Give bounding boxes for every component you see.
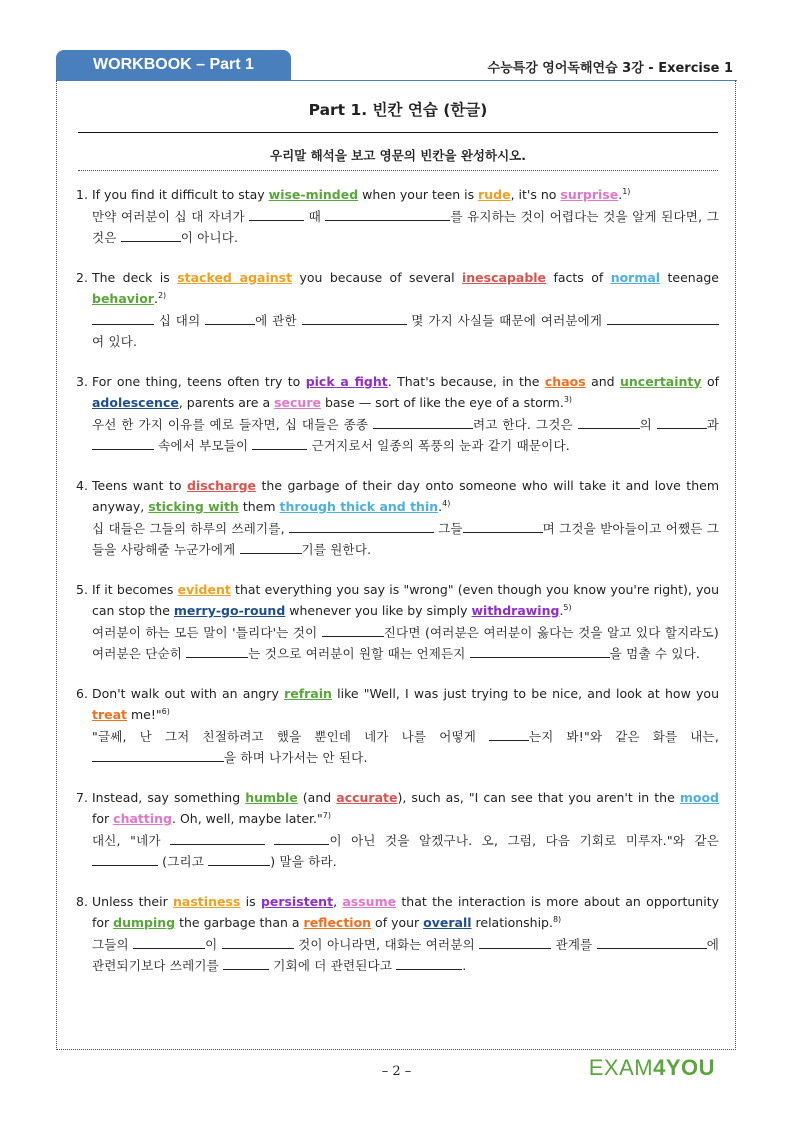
- korean-translation: [92, 830, 719, 873]
- title-rule: [78, 132, 718, 133]
- sentence-text: , parents are a: [178, 395, 275, 410]
- question-item: [76, 371, 719, 457]
- sentence-text: Don't walk out with an angry: [92, 685, 285, 701]
- question-body: [92, 891, 719, 977]
- question-body: [92, 683, 719, 769]
- sentence-text: the garbage of their day onto someone who will take it and love them anyway,: [92, 477, 719, 514]
- question-number: 7.: [76, 789, 88, 805]
- korean-translation: [92, 622, 719, 665]
- answer-blank[interactable]: [489, 727, 529, 741]
- translation-text: (그리고: [158, 854, 209, 869]
- answer-blank[interactable]: [205, 311, 255, 325]
- sentence-text: If you find it difficult to stay: [92, 187, 269, 202]
- sentence-text: relationship.: [471, 915, 553, 930]
- sentence-text: that everything you say is "wrong" (even though you know you're right), you can stop the: [92, 581, 719, 618]
- keyword: secure: [274, 395, 321, 410]
- sentence-text: the garbage than a: [175, 915, 304, 930]
- translation-text: 이 아닌 것을 알겠구나. 오, 그럼, 다음 기회로 미루자."와 같은: [329, 832, 719, 848]
- translation-text: 며 그것을 받아들이고 어쨌든 그들을 사랑해줄 누군가에게: [92, 520, 719, 557]
- keyword: stacked against: [177, 269, 293, 285]
- question-body: [92, 787, 719, 873]
- page-title: Part 1. 빈칸 연습 (한글): [308, 101, 488, 119]
- translation-text: 을 하며 나가서는 안 된다.: [224, 750, 368, 765]
- workbook-tab: WORKBOOK – Part 1: [56, 50, 291, 80]
- keyword: assume: [342, 893, 397, 909]
- translation-text: 진다면 (여러분은 여러분이 옳다는 것을 알고 있다 할지라도) 여러분은 단순히: [92, 624, 719, 661]
- sentence-text: (and: [297, 789, 337, 805]
- answer-blank[interactable]: [289, 519, 434, 533]
- answer-blank[interactable]: [396, 956, 462, 970]
- keyword: nastiness: [173, 893, 241, 909]
- translation-text: 이 아니다.: [180, 230, 239, 245]
- sentence-text: and: [585, 373, 620, 389]
- translation-text: 는 것으로 여러분이 원할 때는 언제든지: [248, 646, 470, 661]
- translation-text: 과: [706, 416, 719, 432]
- question-number: 8.: [76, 893, 88, 909]
- answer-blank[interactable]: [578, 415, 640, 429]
- keyword: through thick and thin: [279, 499, 439, 514]
- english-sentence: [92, 184, 719, 206]
- question-number: 6.: [76, 685, 88, 701]
- page-number: – 2 –: [381, 1064, 412, 1079]
- question-number: 1.: [76, 187, 88, 202]
- sentence-text: that the interaction is more about an opportunity for: [92, 893, 719, 930]
- sentence-text: If it becomes: [92, 581, 178, 597]
- sentence-text: , it's no: [510, 187, 561, 202]
- english-sentence: [92, 579, 719, 622]
- translation-text: 여러분이 하는 모든 말이 '틀리다'는 것이: [92, 624, 322, 640]
- keyword: evident: [177, 581, 231, 597]
- sentence-text: Instead, say something: [92, 789, 246, 805]
- translation-text: ) 말을 하라.: [270, 854, 337, 869]
- translation-text: [265, 833, 274, 848]
- translation-text: 기를 원한다.: [301, 542, 372, 557]
- question-body: [92, 267, 719, 353]
- footnote-marker: 3): [563, 394, 573, 404]
- question-body: [92, 579, 719, 665]
- question-item: [76, 787, 719, 873]
- translation-text: 때: [304, 208, 326, 224]
- footnote-marker: 6): [161, 706, 170, 716]
- answer-blank[interactable]: [92, 748, 224, 762]
- keyword: behavior: [92, 291, 154, 306]
- translation-text: 우선 한 가지 이유를 예로 들자면, 십 대들은 종종: [92, 416, 373, 432]
- answer-blank[interactable]: [170, 831, 265, 845]
- korean-translation: [92, 310, 719, 353]
- footnote-marker: 1): [622, 186, 631, 196]
- korean-translation: [92, 726, 719, 769]
- keyword: rude: [478, 187, 511, 202]
- keyword: chatting: [113, 811, 172, 826]
- answer-blank[interactable]: [607, 311, 719, 325]
- keyword: uncertainty: [619, 373, 702, 389]
- sentence-text: .: [559, 603, 564, 618]
- keyword: refrain: [284, 685, 332, 701]
- translation-text: 기회에 더 관련된다고: [269, 958, 397, 973]
- sentence-text: .: [153, 291, 158, 306]
- answer-blank[interactable]: [252, 436, 307, 450]
- question-item: [76, 267, 719, 353]
- keyword: discharge: [187, 477, 257, 493]
- answer-blank[interactable]: [373, 415, 473, 429]
- sentence-text: Unless their: [92, 893, 174, 909]
- sentence-text: . That's because, in the: [387, 373, 545, 389]
- english-sentence: [92, 787, 719, 830]
- translation-text: 의: [639, 416, 657, 432]
- answer-blank[interactable]: [657, 415, 707, 429]
- keyword: inescapable: [462, 269, 547, 285]
- logo-text-exam: EXAM: [588, 1055, 654, 1080]
- translation-text: 는지 봐!"와 같은 화를 내는,: [529, 728, 720, 744]
- keyword: wise-minded: [268, 187, 359, 202]
- footnote-marker: 2): [157, 290, 167, 300]
- sentence-text: ), such as, "I can see that you aren't in the: [397, 789, 680, 805]
- keyword: adolescence: [92, 395, 179, 410]
- footnote-marker: 5): [563, 602, 572, 612]
- sentence-text: .: [438, 499, 443, 514]
- translation-text: 그들의: [92, 936, 134, 952]
- question-item: [76, 475, 719, 561]
- sentence-text: Teens want to: [92, 477, 188, 493]
- keyword: treat: [92, 707, 128, 722]
- footnote-marker: 8): [552, 914, 562, 924]
- question-number: 5.: [76, 581, 88, 597]
- translation-text: 십 대의: [154, 312, 206, 328]
- answer-blank[interactable]: [322, 623, 384, 637]
- translation-text: 십 대들은 그들의 하루의 쓰레기를,: [92, 520, 289, 536]
- translation-text: 여 있다.: [92, 334, 138, 349]
- translation-text: 려고 한다. 그것은: [472, 416, 578, 432]
- answer-blank[interactable]: [240, 540, 302, 554]
- keyword: withdrawing: [471, 603, 560, 618]
- sentence-text: of your: [371, 915, 424, 930]
- answer-blank[interactable]: [222, 935, 294, 949]
- keyword: dumping: [113, 915, 176, 930]
- answer-blank[interactable]: [479, 935, 551, 949]
- keyword: mood: [679, 789, 720, 805]
- answer-blank[interactable]: [92, 436, 154, 450]
- footnote-marker: 4): [442, 498, 451, 508]
- sentence-text: you because of several: [292, 269, 462, 285]
- translation-text: 속에서 부모들이: [154, 438, 253, 453]
- answer-blank[interactable]: [208, 852, 270, 866]
- sentence-text: facts of: [546, 269, 611, 285]
- translation-text: 대신, "네가: [92, 832, 171, 848]
- translation-text: 근거지로서 일종의 폭풍의 눈과 같기 때문이다.: [307, 438, 570, 453]
- question-item: [76, 683, 719, 769]
- sentence-text: . Oh, well, maybe later.": [172, 811, 323, 826]
- keyword: humble: [245, 789, 298, 805]
- keyword: accurate: [336, 789, 398, 805]
- keyword: reflection: [303, 915, 372, 930]
- sentence-text: teenage: [660, 269, 719, 285]
- sentence-text: like "Well, I was just trying to be nice, and look at how you: [331, 685, 719, 701]
- answer-blank[interactable]: [470, 644, 610, 658]
- answer-blank[interactable]: [133, 935, 205, 949]
- translation-text: 에 관한: [255, 312, 302, 328]
- translation-text: 관계를: [551, 936, 597, 952]
- question-number: 4.: [76, 477, 88, 493]
- translation-text: 그들: [433, 520, 463, 536]
- keyword: overall: [423, 915, 472, 930]
- sentence-text: .: [618, 187, 623, 202]
- question-item: [76, 579, 719, 665]
- translation-text: .: [462, 958, 467, 973]
- instruction-text: 우리말 해석을 보고 영문의 빈칸을 완성하시오.: [270, 148, 526, 163]
- sentence-text: is: [240, 893, 261, 909]
- english-sentence: [92, 683, 719, 726]
- answer-blank[interactable]: [597, 935, 707, 949]
- answer-blank[interactable]: [92, 311, 154, 325]
- keyword: merry-go-round: [173, 603, 286, 618]
- translation-text: "글쎄, 난 그저 친절하려고 했을 뿐인데 네가 나를 어떻게: [92, 728, 489, 744]
- translation-text: 몇 가지 사실들 때문에 여러분에게: [406, 312, 607, 328]
- answer-blank[interactable]: [223, 956, 269, 970]
- english-sentence: [92, 267, 719, 310]
- sentence-text: The deck is: [92, 269, 178, 285]
- answer-blank[interactable]: [463, 519, 543, 533]
- answer-blank[interactable]: [325, 207, 450, 221]
- keyword: surprise: [560, 187, 619, 202]
- question-number: 2.: [76, 269, 88, 285]
- keyword: persistent: [260, 893, 334, 909]
- answer-blank[interactable]: [302, 311, 407, 325]
- sentence-text: whenever you like by simply: [285, 603, 472, 618]
- answer-blank[interactable]: [121, 228, 181, 242]
- logo-text-4you: 4YOU: [653, 1055, 715, 1080]
- korean-translation: [92, 414, 719, 457]
- sentence-text: for: [92, 811, 114, 826]
- footnote-marker: 7): [322, 810, 331, 820]
- answer-blank[interactable]: [186, 644, 248, 658]
- question-number: 3.: [76, 373, 88, 389]
- korean-translation: [92, 518, 719, 561]
- translation-text: 에 관련되기보다 쓰레기를: [92, 936, 720, 973]
- korean-translation: [92, 934, 719, 977]
- question-item: [76, 184, 719, 249]
- question-list: [76, 184, 719, 995]
- sentence-text: base — sort of like the eye of a storm.: [320, 395, 564, 410]
- english-sentence: [92, 891, 719, 934]
- exam4you-logo: [589, 1055, 715, 1081]
- sentence-text: For one thing, teens often try to: [92, 373, 306, 389]
- sentence-text: when your teen is: [358, 187, 479, 202]
- keyword: chaos: [544, 373, 586, 389]
- english-sentence: [92, 475, 719, 518]
- keyword: normal: [610, 269, 661, 285]
- question-body: [92, 371, 719, 457]
- sentence-text: them: [238, 499, 280, 514]
- translation-text: 을 멈출 수 있다.: [609, 646, 701, 661]
- sentence-text: me!": [127, 707, 162, 722]
- question-body: [92, 184, 719, 249]
- keyword: pick a fight: [305, 373, 388, 389]
- sentence-text: ,: [333, 893, 343, 909]
- translation-text: 를 유지하는 것이 어렵다는 것을 알게 된다면, 그것은: [92, 208, 719, 245]
- answer-blank[interactable]: [92, 852, 158, 866]
- answer-blank[interactable]: [274, 831, 329, 845]
- sentence-text: of: [701, 373, 720, 389]
- exercise-title: 수능특강 영어독해연습 3강 - Exercise 1: [487, 61, 733, 76]
- translation-text: 이: [205, 936, 222, 952]
- english-sentence: [92, 371, 719, 414]
- instruction-rule: [78, 170, 718, 171]
- translation-text: 만약 여러분이 십 대 자녀가: [92, 208, 250, 224]
- korean-translation: [92, 206, 719, 249]
- translation-text: 것이 아니라면, 대화는 여러분의: [293, 936, 480, 952]
- question-item: [76, 891, 719, 977]
- keyword: sticking with: [148, 499, 239, 514]
- answer-blank[interactable]: [249, 207, 304, 221]
- question-body: [92, 475, 719, 561]
